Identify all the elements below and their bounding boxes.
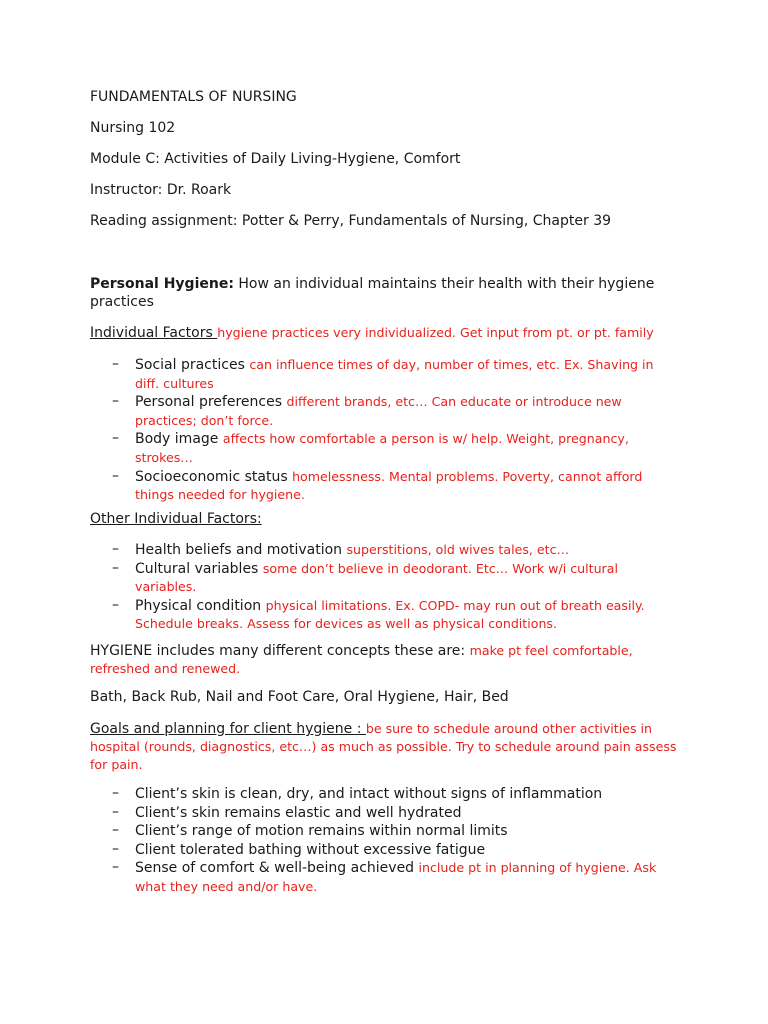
course-title: FUNDAMENTALS OF NURSING xyxy=(90,89,297,105)
goal-note: include pt in planning of hygiene. Ask what they need and/or have. xyxy=(135,860,657,894)
dash-bullet: – xyxy=(112,430,119,447)
dash-bullet: – xyxy=(112,785,119,801)
factor-note: affects how comfortable a person is w/ help. Weight, pregnancy, strokes… xyxy=(135,431,629,465)
personal-hygiene-paragraph xyxy=(90,275,690,311)
list-item xyxy=(112,560,672,597)
instructor-line: Instructor: Dr. Roark xyxy=(90,182,232,198)
list-item xyxy=(112,841,672,860)
list-item xyxy=(112,597,672,634)
list-item xyxy=(112,804,672,823)
hygiene-concepts-note: make pt feel comfortable, refreshed and renewed. xyxy=(90,643,633,676)
individual-factors-list xyxy=(112,356,672,505)
dash-bullet: – xyxy=(112,467,119,484)
list-item xyxy=(112,859,672,896)
factor-label: Physical condition xyxy=(135,597,266,614)
factor-note: superstitions, old wives tales, etc… xyxy=(346,542,570,557)
dash-bullet: – xyxy=(112,356,119,372)
dash-bullet: – xyxy=(112,596,119,613)
dash-bullet: – xyxy=(112,541,119,557)
goal-label: Client tolerated bathing without excessive fatigue xyxy=(135,841,486,858)
reading-assignment: Reading assignment: Potter & Perry, Fundamentals of Nursing, Chapter 39 xyxy=(90,213,612,229)
hygiene-concepts-paragraph xyxy=(90,642,690,678)
list-item xyxy=(112,430,672,467)
individual-factors-note: hygiene practices very individualized. Get input from pt. or pt. family xyxy=(217,325,654,340)
list-item xyxy=(112,785,672,804)
goal-label: Client’s range of motion remains within normal limits xyxy=(135,823,508,840)
goal-label: Sense of comfort & well-being achieved xyxy=(135,860,419,877)
goals-paragraph xyxy=(90,720,690,774)
other-factors-paragraph xyxy=(90,510,690,528)
goal-label: Client’s skin remains elastic and well hydrated xyxy=(135,804,462,821)
factor-label: Personal preferences xyxy=(135,394,287,411)
factor-note: some don’t believe in deodorant. Etc… Work w/i cultural variables. xyxy=(135,560,618,595)
dash-bullet: – xyxy=(112,393,119,410)
other-factors-heading: Other Individual Factors: xyxy=(90,511,262,527)
factor-note: physical limitations. Ex. COPD- may run out of breath easily. Schedule breaks. Assess for devices as well as physical conditions. xyxy=(135,597,645,632)
factor-label: Cultural variables xyxy=(135,560,263,577)
factor-label: Socioeconomic status xyxy=(135,468,293,485)
factor-label: Social practices xyxy=(135,357,250,373)
factor-label: Health beliefs and motivation xyxy=(135,542,347,558)
dash-bullet: – xyxy=(112,803,119,820)
personal-hygiene-definition: How an individual maintains their health with their hygiene practices xyxy=(90,276,655,310)
list-item xyxy=(112,541,672,560)
goals-heading: Goals and planning for client hygiene : xyxy=(90,721,366,737)
individual-factors-heading: Individual Factors xyxy=(90,325,218,341)
list-item xyxy=(112,822,672,841)
other-factors-list xyxy=(112,541,672,634)
goals-list xyxy=(112,785,672,897)
module-title: Module C: Activities of Daily Living-Hygiene, Comfort xyxy=(90,151,461,167)
list-item xyxy=(112,393,672,430)
course-number: Nursing 102 xyxy=(90,120,176,136)
factor-note: homelessness. Mental problems. Poverty, cannot afford things needed for hygiene. xyxy=(135,468,643,503)
dash-bullet: – xyxy=(112,559,119,576)
dash-bullet: – xyxy=(112,859,119,876)
goal-label: Client’s skin is clean, dry, and intact without signs of inflammation xyxy=(135,786,603,802)
goals-note: be sure to schedule around other activities in hospital (rounds, diagnostics, etc…) as much as possible. Try to schedule around pain assess for pain. xyxy=(90,721,677,772)
factor-note: different brands, etc… Can educate or introduce new practices; don’t force. xyxy=(135,394,622,428)
factor-note: can influence times of day, number of times, etc. Ex. Shaving in diff. cultures xyxy=(135,357,654,391)
dash-bullet: – xyxy=(112,840,119,857)
care-list: Bath, Back Rub, Nail and Foot Care, Oral Hygiene, Hair, Bed xyxy=(90,689,509,705)
hygiene-concepts-text: HYGIENE includes many different concepts these are: xyxy=(90,643,470,659)
personal-hygiene-label: Personal Hygiene: xyxy=(90,276,234,292)
individual-factors-paragraph xyxy=(90,324,690,342)
factor-label: Body image xyxy=(135,431,223,448)
list-item xyxy=(112,468,672,505)
dash-bullet: – xyxy=(112,822,119,839)
list-item xyxy=(112,356,672,393)
